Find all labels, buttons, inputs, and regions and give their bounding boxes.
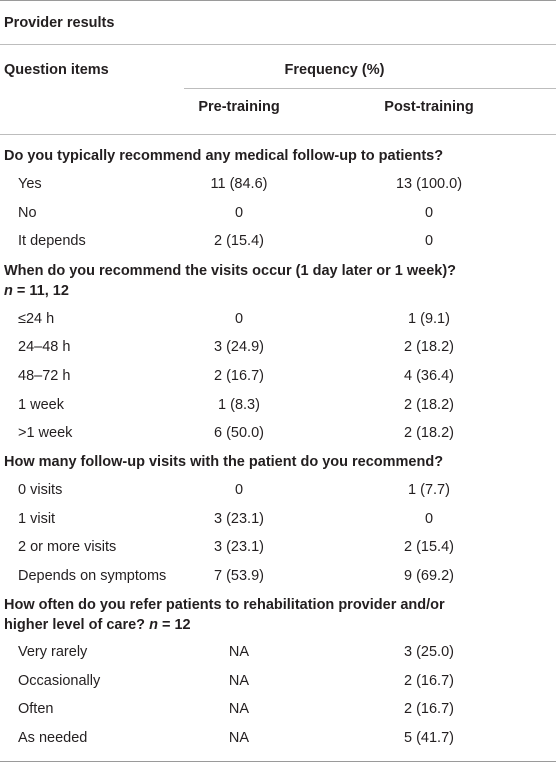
- row-pre: 2 (15.4): [214, 233, 264, 249]
- row-post: 2 (18.2): [404, 425, 454, 441]
- header-post-training: Post-training: [384, 99, 474, 115]
- n-value: = 12: [157, 617, 191, 633]
- section-question: [4, 595, 548, 635]
- row-post: 9 (69.2): [404, 568, 454, 584]
- n-symbol: n: [149, 617, 158, 633]
- row-label: 48–72 h: [18, 368, 71, 384]
- row-label: Occasionally: [18, 673, 101, 689]
- row-pre: 6 (50.0): [214, 425, 264, 441]
- header-frequency: Frequency (%): [284, 62, 385, 78]
- row-post: 0: [424, 205, 434, 221]
- row-pre: 3 (24.9): [214, 339, 264, 355]
- row-label: It depends: [18, 233, 86, 249]
- n-value: = 11, 12: [12, 283, 69, 299]
- row-post: 2 (18.2): [404, 339, 454, 355]
- row-label: Often: [18, 701, 54, 717]
- question-text: When do you recommend the visits occur (1 day later or 1 week)?: [4, 263, 457, 279]
- row-post: 13 (100.0): [395, 176, 463, 192]
- frequency-rule: [184, 88, 556, 89]
- row-label: ≤24 h: [18, 311, 55, 327]
- row-pre: NA: [228, 644, 250, 660]
- row-label: 1 week: [18, 397, 64, 413]
- row-label: As needed: [18, 730, 88, 746]
- row-post: 2 (15.4): [404, 539, 454, 555]
- row-post: 1 (9.1): [408, 311, 450, 327]
- row-pre: NA: [228, 730, 250, 746]
- row-post: 5 (41.7): [404, 730, 454, 746]
- row-label: 2 or more visits: [18, 539, 117, 555]
- row-post: 2 (16.7): [404, 673, 454, 689]
- row-label: 24–48 h: [18, 339, 71, 355]
- row-pre: 1 (8.3): [218, 397, 260, 413]
- row-post: 0: [424, 511, 434, 527]
- row-label: 1 visit: [18, 511, 56, 527]
- row-post: 2 (18.2): [404, 397, 454, 413]
- header-question-items: Question items: [4, 62, 109, 78]
- row-label: No: [18, 205, 37, 221]
- row-label: Yes: [18, 176, 42, 192]
- row-label: Very rarely: [18, 644, 88, 660]
- header-rule: [0, 134, 556, 135]
- row-label: 0 visits: [18, 482, 63, 498]
- question-text-line2: higher level of care?: [4, 617, 146, 633]
- row-pre: NA: [228, 701, 250, 717]
- row-post: 0: [424, 233, 434, 249]
- row-post: 1 (7.7): [408, 482, 450, 498]
- table-title: Provider results: [4, 15, 115, 31]
- row-pre: 11 (84.6): [210, 176, 268, 192]
- section-question: Do you typically recommend any medical follow-up to patients?: [4, 148, 444, 164]
- n-symbol: n: [4, 283, 13, 299]
- table-top-rule: [0, 0, 556, 1]
- row-pre: 0: [234, 311, 244, 327]
- row-pre: 0: [234, 205, 244, 221]
- row-label: Depends on symptoms: [18, 568, 167, 584]
- row-pre: 2 (16.7): [214, 368, 264, 384]
- header-pre-training: Pre-training: [198, 99, 280, 115]
- row-pre: NA: [228, 673, 250, 689]
- row-post: 3 (25.0): [404, 644, 454, 660]
- row-post: 2 (16.7): [404, 701, 454, 717]
- table-bottom-rule: [0, 761, 556, 762]
- section-question: How many follow-up visits with the patient do you recommend?: [4, 454, 444, 470]
- row-pre: 3 (23.1): [214, 539, 264, 555]
- row-pre: 7 (53.9): [214, 568, 264, 584]
- question-text-line1: How often do you refer patients to rehabilitation provider and/or: [4, 597, 445, 613]
- section-question: [4, 261, 548, 301]
- title-rule: [0, 44, 556, 45]
- row-pre: 0: [234, 482, 244, 498]
- row-post: 4 (36.4): [404, 368, 454, 384]
- row-label: >1 week: [18, 425, 73, 441]
- row-pre: 3 (23.1): [214, 511, 264, 527]
